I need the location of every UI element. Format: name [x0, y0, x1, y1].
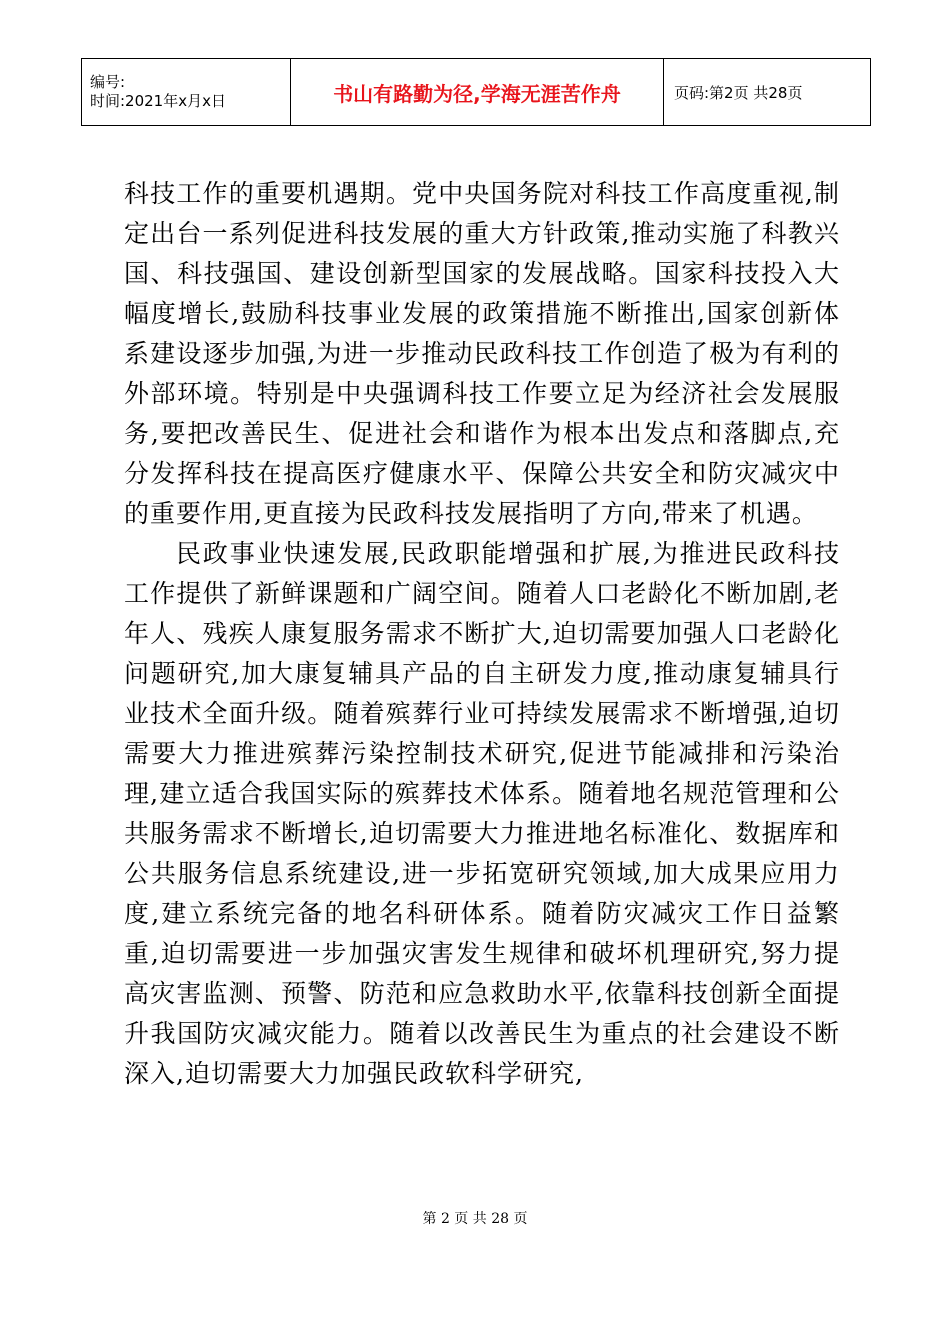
date-label: 时间:2021年x月x日: [90, 92, 226, 110]
page-footer: 第 2 页 共 28 页: [422, 1211, 528, 1227]
body-paragraph-2: 民政事业快速发展,民政职能增强和扩展,为推进民政科技工作提供了新鲜课题和广阔空间。随着人口老龄化不断加剧,老年人、残疾人康复服务需求不断扩大,迫切需要加强人口老龄化问题研究,加大康复辅具产品的自主研发力度,推动康复辅具行业技术全面升级。随着殡葬行业可持续发展需求不断增强,迫切需要大力推进殡葬污染控制技术研究,促进节能减排和污染治理,建立适合我国实际的殡葬技术体系。随着地名规范管理和公共服务需求不断增长,迫切需要大力推进地名标准化、数据库和公共服务信息系统建设,进一步拓宽研究领域,加大成果应用力度,建立系统完备的地名科研体系。随着防灾减灾工作日益繁重,迫切需要进一步加强灾害发生规律和破坏机理研究,努力提高灾害监测、预警、防范和应急救助水平,依靠科技创新全面提升我国防灾减灾能力。随着以改善民生为重点的社会建设不断深入,迫切需要大力加强民政软科学研究,: [124, 539, 840, 1088]
serial-number-label: 编号:: [90, 73, 126, 91]
header-page-info: 页码:第2页 共28页: [664, 59, 871, 126]
document-body: [124, 174, 840, 1094]
header-meta-cell: [82, 59, 291, 126]
document-header: [81, 58, 871, 126]
body-paragraph-1: 科技工作的重要机遇期。党中央国务院对科技工作高度重视,制定出台一系列促进科技发展的重大方针政策,推动实施了科教兴国、科技强国、建设创新型国家的发展战略。国家科技投入大幅度增长,鼓励科技事业发展的政策措施不断推出,国家创新体系建设逐步加强,为进一步推动民政科技工作创造了极为有利的外部环境。特别是中央强调科技工作要立足为经济社会发展服务,要把改善民生、促进社会和谐作为根本出发点和落脚点,充分发挥科技在提高医疗健康水平、保障公共安全和防灾减灾中的重要作用,更直接为民政科技发展指明了方向,带来了机遇。: [124, 179, 840, 528]
header-motto: 书山有路勤为径,学海无涯苦作舟: [291, 59, 664, 126]
